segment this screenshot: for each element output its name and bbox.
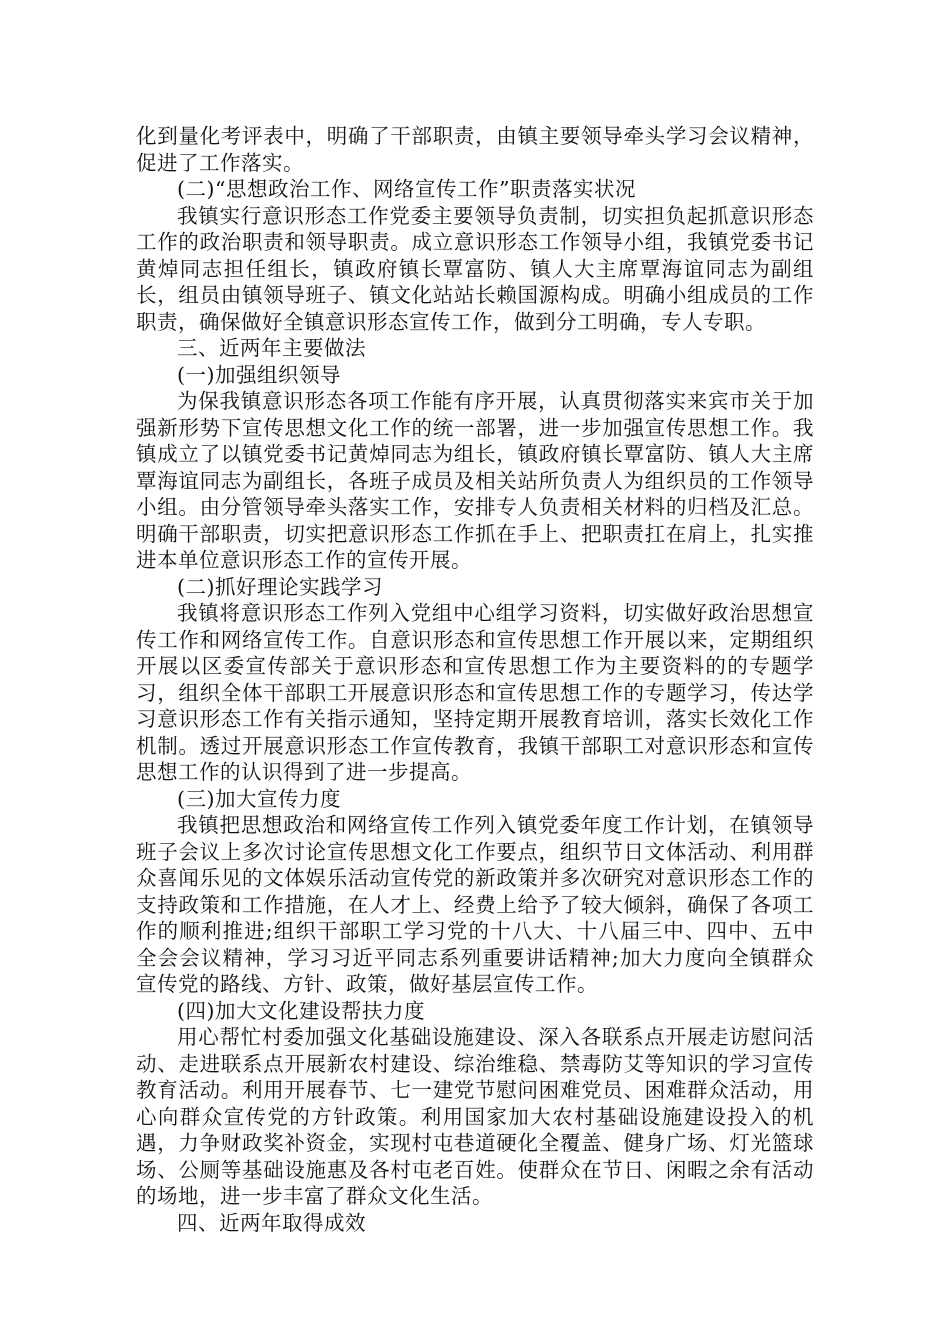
section-heading-3-4: (四)加大文化建设帮扶力度 xyxy=(177,998,425,1023)
section-heading-3: 三、近两年主要做法 xyxy=(177,336,366,360)
paragraph-organization: 为保我镇意识形态各项工作能有序开展，认真贯彻落实来宾市关于加强新形势下宣传思想文化工作的统一部署，进一步加强宣传思想工作。我镇成立了以镇党委书记黄焯同志为组长，镇政府镇长覃富防、镇人大主席覃海谊同志为副组长，各班子成员及相关站所负责人为组织员的工作领导小组。由分管领导牵头落实工作，安排专人负责相关材料的归档及汇总。明确干部职责，切实把意识形态工作抓在手上、把职责扛在肩上，扎实推进本单位意识形态工作的宣传开展。 xyxy=(136,389,814,572)
section-heading-2-2: (二)“思想政治工作、网络宣传工作”职责落实状况 xyxy=(177,177,636,201)
section-heading-3-2: (二)抓好理论实践学习 xyxy=(177,574,383,599)
document-page xyxy=(136,123,814,1236)
section-heading-3-1: (一)加强组织领导 xyxy=(177,362,341,387)
paragraph-study: 我镇将意识形态工作列入党组中心组学习资料，切实做好政治思想宣传工作和网络宣传工作。自意识形态和宣传思想工作开展以来，定期组织开展以区委宣传部关于意识形态和宣传思想工作为主要资料的的专题学习，组织全体干部职工开展意识形态和宣传思想工作的专题学习，传达学习意识形态工作有关指示通知，坚持定期开展教育培训，落实长效化工作机制。透过开展意识形态工作宣传教育，我镇干部职工对意识形态和宣传思想工作的认识得到了进一步提高。 xyxy=(136,601,814,784)
section-heading-4: 四、近两年取得成效 xyxy=(177,1210,366,1235)
paragraph-continuation: 化到量化考评表中，明确了干部职责，由镇主要领导牵头学习会议精神，促进了工作落实。 xyxy=(136,124,814,175)
paragraph-publicity: 我镇把思想政治和网络宣传工作列入镇党委年度工作计划，在镇领导班子会议上多次讨论宣传思想文化工作要点，组织节日文体活动、利用群众喜闻乐见的文体娱乐活动宣传党的新政策并多次研究对意识形态工作的支持政策和工作措施，在人才上、经费上给予了较大倾斜，确保了各项工作的顺利推进;组织干部职工学习党的十八大、十八届三中、四中、五中全会会议精神，学习习近平同志系列重要讲话精神;加大力度向全镇群众宣传党的路线、方针、政策，做好基层宣传工作。 xyxy=(136,813,814,996)
paragraph-responsibility: 我镇实行意识形态工作党委主要领导负责制，切实担负起抓意识形态工作的政治职责和领导职责。成立意识形态工作领导小组，我镇党委书记黄焯同志担任组长，镇政府镇长覃富防、镇人大主席覃海谊同志为副组长，组员由镇领导班子、镇文化站站长赖国源构成。明确小组成员的工作职责，确保做好全镇意识形态宣传工作，做到分工明确，专人专职。 xyxy=(136,203,814,334)
section-heading-3-3: (三)加大宣传力度 xyxy=(177,786,341,811)
paragraph-culture: 用心帮忙村委加强文化基础设施建设、深入各联系点开展走访慰问活动、走进联系点开展新农村建设、综治维稳、禁毒防艾等知识的学习宣传教育活动。利用开展春节、七一建党节慰问困难党员、困难群众活动，用心向群众宣传党的方针政策。利用国家加大农村基础设施建设投入的机遇，力争财政奖补资金，实现村屯巷道硬化全覆盖、健身广场、灯光篮球场、公厕等基础设施惠及各村屯老百姓。使群众在节日、闲暇之余有活动的场地，进一步丰富了群众文化生活。 xyxy=(136,1025,814,1208)
